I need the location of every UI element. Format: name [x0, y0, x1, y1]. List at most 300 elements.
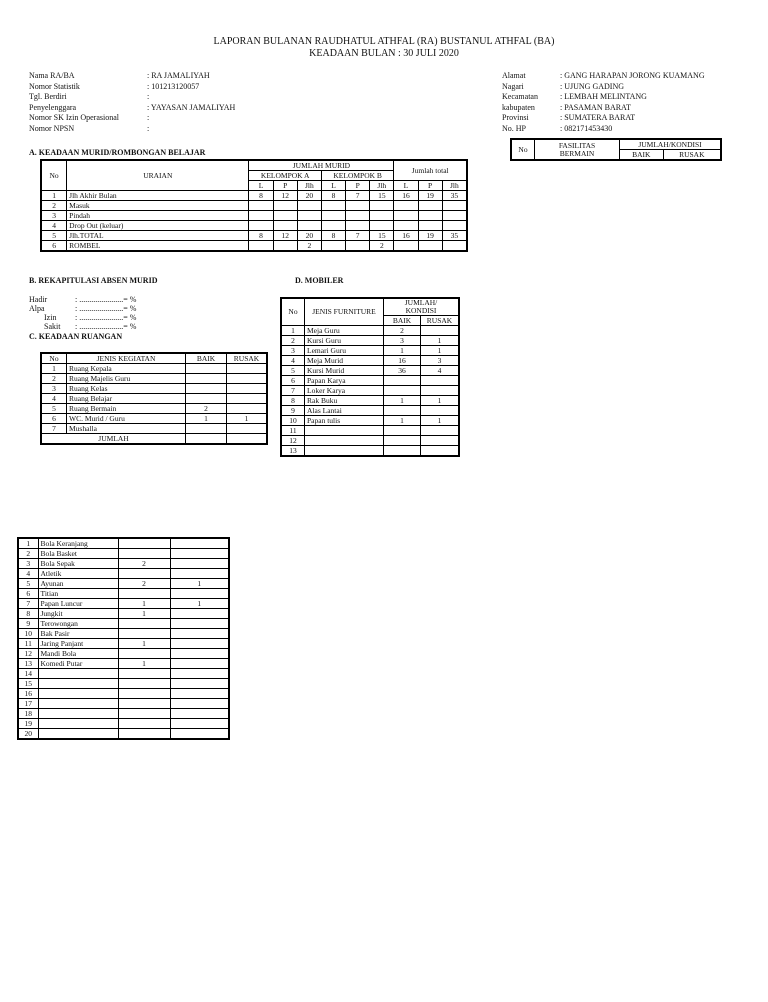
murid-value: [297, 211, 321, 221]
info-row: [29, 92, 235, 103]
murid-value: 7: [346, 191, 370, 201]
row-name: Jungkit: [38, 609, 118, 619]
mobiler-row: [281, 396, 459, 406]
kelompok-b-header: KELOMPOK B: [321, 171, 393, 181]
row-no: 10: [281, 416, 305, 426]
fasilitas-row: [18, 609, 229, 619]
murid-value: [394, 211, 418, 221]
ruangan-jumlah-baik: [186, 434, 227, 445]
row-name: Lemari Guru: [305, 346, 384, 356]
row-rusak: [170, 589, 229, 599]
row-rusak: [170, 679, 229, 689]
info-value: : RA JAMALIYAH: [147, 71, 210, 80]
row-no: 12: [18, 649, 38, 659]
murid-value: 20: [297, 191, 321, 201]
murid-value: 15: [370, 191, 394, 201]
ruangan-no-header: No: [41, 353, 67, 364]
row-name: Atletik: [38, 569, 118, 579]
row-rusak: 3: [421, 356, 460, 366]
row-no: 5: [41, 231, 67, 241]
fasilitas-row: [18, 659, 229, 669]
row-baik: [186, 364, 227, 374]
row-name: Papan tulis: [305, 416, 384, 426]
info-label: Nomor Statistik: [29, 81, 80, 91]
row-rusak: [170, 538, 229, 549]
row-name: [38, 719, 118, 729]
row-rusak: 1: [170, 579, 229, 589]
row-no: 6: [41, 414, 67, 424]
row-no: 8: [18, 609, 38, 619]
murid-subheader: P: [273, 181, 297, 191]
ruangan-row: [41, 384, 267, 394]
row-no: 11: [281, 426, 305, 436]
row-name: Jaring Panjant: [38, 639, 118, 649]
absen-value: : ......................= %: [75, 322, 137, 331]
info-value: :: [147, 113, 150, 122]
row-rusak: [170, 629, 229, 639]
row-name: Rak Buku: [305, 396, 384, 406]
row-no: 1: [18, 538, 38, 549]
section-a-title: A. KEADAAN MURID/ROMBONGAN BELAJAR: [29, 148, 206, 157]
murid-subheader: Jlh: [297, 181, 321, 191]
info-row: [502, 71, 705, 82]
row-baik: [384, 376, 421, 386]
row-baik: 2: [118, 559, 170, 569]
murid-value: 7: [346, 231, 370, 241]
row-rusak: [170, 609, 229, 619]
murid-value: 8: [249, 191, 273, 201]
row-no: 7: [41, 424, 67, 434]
row-rusak: [170, 719, 229, 729]
fasilitas-row: [18, 579, 229, 589]
murid-subheader: L: [394, 181, 418, 191]
school-info: [29, 71, 235, 134]
murid-value: [442, 201, 467, 211]
row-no: 3: [41, 211, 67, 221]
info-value: : LEMBAH MELINTANG: [560, 92, 647, 101]
row-name: Kursi Murid: [305, 366, 384, 376]
info-row: [29, 124, 235, 135]
info-value: : PASAMAN BARAT: [560, 102, 631, 112]
row-rusak: 4: [421, 366, 460, 376]
row-baik: [186, 374, 227, 384]
row-no: 11: [18, 639, 38, 649]
info-value: : UJUNG GADING: [560, 81, 624, 91]
murid-row: [41, 201, 467, 211]
row-name: Kursi Guru: [305, 336, 384, 346]
row-name: Masuk: [67, 201, 249, 211]
murid-value: [249, 241, 273, 252]
row-no: 3: [281, 346, 305, 356]
info-row: [29, 103, 235, 114]
row-rusak: [170, 729, 229, 740]
mobiler-rusak-header: RUSAK: [421, 316, 460, 326]
absen-value: : ......................= %: [75, 295, 137, 304]
row-rusak: [170, 709, 229, 719]
murid-value: [273, 221, 297, 231]
mobiler-baik-header: BAIK: [384, 316, 421, 326]
murid-value: 19: [418, 191, 442, 201]
murid-subheader: L: [249, 181, 273, 191]
murid-value: 2: [370, 241, 394, 252]
murid-value: [418, 221, 442, 231]
murid-value: [394, 241, 418, 252]
murid-value: 8: [249, 231, 273, 241]
info-value: :: [147, 123, 150, 133]
row-baik: [118, 689, 170, 699]
row-name: Bola Keranjang: [38, 538, 118, 549]
row-name: [38, 699, 118, 709]
row-name: [38, 729, 118, 740]
info-label: No. HP: [502, 123, 527, 133]
jumlah-total-header: Jumlah total: [394, 160, 467, 181]
row-no: 13: [281, 446, 305, 457]
info-label: Alamat: [502, 71, 526, 80]
info-label: Nomor NPSN: [29, 123, 75, 133]
murid-value: [442, 221, 467, 231]
info-row: [502, 103, 705, 114]
absen-value: : ......................= %: [75, 304, 137, 313]
murid-value: [321, 211, 345, 221]
row-baik: 1: [118, 599, 170, 609]
row-name: Mandi Bola: [38, 649, 118, 659]
row-no: 3: [18, 559, 38, 569]
mobiler-row: [281, 386, 459, 396]
murid-subheader: P: [346, 181, 370, 191]
row-rusak: [227, 384, 268, 394]
row-name: Meja Murid: [305, 356, 384, 366]
ruangan-baik-header: BAIK: [186, 353, 227, 364]
row-name: [38, 689, 118, 699]
row-no: 1: [281, 326, 305, 336]
mobiler-table: [280, 297, 460, 457]
ruangan-row: [41, 374, 267, 384]
fasilitas-baik-header: BAIK: [620, 150, 664, 161]
row-rusak: [170, 569, 229, 579]
row-name: Komedi Putar: [38, 659, 118, 669]
row-name: Ruang Belajar: [67, 394, 186, 404]
murid-value: [346, 201, 370, 211]
row-baik: [118, 538, 170, 549]
murid-uraian-header: URAIAN: [67, 160, 249, 191]
fasilitas-rusak-header: RUSAK: [663, 150, 721, 161]
murid-value: 35: [442, 191, 467, 201]
info-row: [29, 71, 235, 82]
row-rusak: [421, 376, 460, 386]
murid-value: [370, 211, 394, 221]
report-subtitle: KEADAAN BULAN : 30 JULI 2020: [309, 48, 459, 59]
row-baik: 1: [384, 416, 421, 426]
murid-value: [418, 241, 442, 252]
row-baik: [118, 649, 170, 659]
row-baik: 1: [118, 639, 170, 649]
row-baik: [384, 436, 421, 446]
row-baik: [186, 384, 227, 394]
row-no: 2: [18, 549, 38, 559]
murid-subheader: L: [321, 181, 345, 191]
row-baik: 1: [384, 396, 421, 406]
info-label: Nagari: [502, 81, 524, 91]
row-baik: [118, 709, 170, 719]
row-name: Titian: [38, 589, 118, 599]
absen-label: Izin: [44, 313, 57, 322]
murid-value: 8: [321, 231, 345, 241]
fasilitas-row: [18, 589, 229, 599]
ruangan-row: [41, 414, 267, 424]
row-no: 13: [18, 659, 38, 669]
fasilitas-col-header: FASILITAS BERMAIN: [535, 139, 620, 160]
fasilitas-row: [18, 699, 229, 709]
row-name: Alas Lantai: [305, 406, 384, 416]
mobiler-row: [281, 346, 459, 356]
ruangan-table: [40, 352, 268, 445]
row-no: 4: [281, 356, 305, 366]
row-no: 6: [281, 376, 305, 386]
murid-value: [370, 201, 394, 211]
fasilitas-row: [18, 549, 229, 559]
fasilitas-row: [18, 729, 229, 740]
murid-value: [273, 241, 297, 252]
row-no: 16: [18, 689, 38, 699]
row-rusak: 1: [421, 396, 460, 406]
row-name: [305, 446, 384, 457]
info-label: Nomor SK Izin Operasional: [29, 113, 119, 122]
row-baik: 3: [384, 336, 421, 346]
fasilitas-row: [18, 669, 229, 679]
row-baik: [118, 549, 170, 559]
row-baik: [118, 669, 170, 679]
fasilitas-row: [18, 559, 229, 569]
murid-row: [41, 191, 467, 201]
fasilitas-row: [18, 538, 229, 549]
mobiler-row: [281, 356, 459, 366]
mobiler-jenis-header: JENIS FURNITURE: [305, 298, 384, 326]
info-value: : 082171453430: [560, 123, 613, 133]
row-name: Papan Karya: [305, 376, 384, 386]
murid-value: [273, 201, 297, 211]
ruangan-row: [41, 364, 267, 374]
murid-value: [297, 201, 321, 211]
info-value: : YAYASAN JAMALIYAH: [147, 102, 236, 112]
ruangan-row: [41, 404, 267, 414]
row-rusak: [227, 374, 268, 384]
absen-row: [29, 322, 136, 331]
row-name: [38, 669, 118, 679]
row-baik: [118, 629, 170, 639]
row-no: 1: [41, 364, 67, 374]
murid-value: 8: [321, 191, 345, 201]
murid-value: [442, 241, 467, 252]
row-baik: [118, 699, 170, 709]
murid-value: [394, 201, 418, 211]
murid-value: [418, 211, 442, 221]
row-rusak: 1: [227, 414, 268, 424]
row-name: Ruang Majelis Guru: [67, 374, 186, 384]
row-rusak: [170, 689, 229, 699]
row-baik: 2: [186, 404, 227, 414]
fasilitas-row: [18, 709, 229, 719]
absen-list: [29, 295, 136, 331]
murid-row: [41, 231, 467, 241]
row-baik: 1: [384, 346, 421, 356]
absen-row: [29, 295, 136, 304]
murid-subheader: Jlh: [442, 181, 467, 191]
row-no: 5: [281, 366, 305, 376]
info-row: [29, 82, 235, 93]
row-no: 20: [18, 729, 38, 740]
row-no: 14: [18, 669, 38, 679]
absen-row: [29, 304, 136, 313]
fasilitas-row: [18, 629, 229, 639]
row-name: Bak Pasir: [38, 629, 118, 639]
info-label: Provinsi: [502, 113, 529, 122]
mobiler-row: [281, 416, 459, 426]
fasilitas-jumlah-header: JUMLAH/KONDISI: [620, 139, 722, 150]
row-rusak: [227, 364, 268, 374]
row-baik: 16: [384, 356, 421, 366]
murid-value: [418, 201, 442, 211]
row-baik: 1: [118, 609, 170, 619]
murid-value: [297, 221, 321, 231]
fasilitas-row: [18, 639, 229, 649]
row-name: Ruang Kepala: [67, 364, 186, 374]
row-no: 5: [18, 579, 38, 589]
info-value: : 101213120057: [147, 81, 200, 91]
row-rusak: [421, 326, 460, 336]
murid-value: 15: [370, 231, 394, 241]
fasilitas-no-header: No: [511, 139, 535, 160]
row-rusak: [227, 394, 268, 404]
row-name: ROMBEL: [67, 241, 249, 252]
row-name: Terowongan: [38, 619, 118, 629]
murid-value: [346, 221, 370, 231]
jumlah-murid-header: JUMLAH MURID: [249, 160, 394, 171]
row-rusak: [170, 649, 229, 659]
info-value: : GANG HARAPAN JORONG KUAMANG: [560, 71, 705, 80]
row-no: 2: [41, 374, 67, 384]
ruangan-row: [41, 424, 267, 434]
row-name: Papan Luncur: [38, 599, 118, 609]
murid-value: [249, 211, 273, 221]
fasilitas-header-table: [510, 138, 722, 161]
row-no: 10: [18, 629, 38, 639]
info-row: [29, 113, 235, 124]
fasilitas-row: [18, 649, 229, 659]
section-c-title: C. KEADAAN RUANGAN: [29, 332, 123, 341]
row-baik: 1: [186, 414, 227, 424]
row-rusak: [421, 406, 460, 416]
row-baik: [384, 426, 421, 436]
row-no: 1: [41, 191, 67, 201]
row-name: [38, 679, 118, 689]
murid-value: 16: [394, 191, 418, 201]
murid-subheader: Jlh: [370, 181, 394, 191]
murid-value: 19: [418, 231, 442, 241]
row-no: 4: [18, 569, 38, 579]
murid-value: [346, 241, 370, 252]
row-no: 6: [41, 241, 67, 252]
row-name: Ruang Kelas: [67, 384, 186, 394]
absen-label: Alpa: [29, 304, 45, 313]
info-row: [502, 92, 705, 103]
section-b-title: B. REKAPITULASI ABSEN MURID: [29, 276, 158, 285]
row-name: [38, 709, 118, 719]
murid-no-header: No: [41, 160, 67, 191]
fasilitas-table: [17, 537, 230, 740]
row-baik: [384, 406, 421, 416]
murid-value: [394, 221, 418, 231]
row-rusak: [227, 404, 268, 414]
row-name: Drop Out (keluar): [67, 221, 249, 231]
murid-value: [273, 211, 297, 221]
info-value: :: [147, 92, 150, 101]
info-label: Tgl. Berdiri: [29, 92, 67, 101]
row-baik: [186, 394, 227, 404]
row-name: Bola Sepak: [38, 559, 118, 569]
murid-value: 2: [297, 241, 321, 252]
row-baik: 2: [384, 326, 421, 336]
row-name: Mushalla: [67, 424, 186, 434]
row-no: 4: [41, 221, 67, 231]
row-name: Loker Karya: [305, 386, 384, 396]
mobiler-row: [281, 446, 459, 457]
murid-value: [249, 221, 273, 231]
row-rusak: [170, 699, 229, 709]
row-name: Jlh Akhir Bulan: [67, 191, 249, 201]
row-name: Bola Basket: [38, 549, 118, 559]
murid-value: 12: [273, 231, 297, 241]
info-label: Nama RA/BA: [29, 71, 75, 80]
row-name: Pindah: [67, 211, 249, 221]
info-label: kabupaten: [502, 102, 535, 112]
info-label: Penyelenggara: [29, 102, 77, 112]
mobiler-row: [281, 426, 459, 436]
mobiler-jumlah-header: JUMLAH/ KONDISI: [384, 298, 460, 316]
murid-value: [346, 211, 370, 221]
row-rusak: [421, 446, 460, 457]
row-baik: [384, 386, 421, 396]
row-no: 19: [18, 719, 38, 729]
row-no: 9: [18, 619, 38, 629]
row-no: 18: [18, 709, 38, 719]
row-no: 15: [18, 679, 38, 689]
row-name: Ruang Bermain: [67, 404, 186, 414]
fasilitas-row: [18, 689, 229, 699]
ruangan-rusak-header: RUSAK: [227, 353, 268, 364]
row-no: 2: [41, 201, 67, 211]
absen-row: [29, 313, 136, 322]
info-row: [502, 82, 705, 93]
murid-row: [41, 211, 467, 221]
report-title: LAPORAN BULANAN RAUDHATUL ATHFAL (RA) BUSTANUL ATHFAL (BA): [213, 36, 555, 47]
row-no: 9: [281, 406, 305, 416]
row-no: 3: [41, 384, 67, 394]
mobiler-row: [281, 436, 459, 446]
fasilitas-row: [18, 619, 229, 629]
row-no: 8: [281, 396, 305, 406]
murid-value: 35: [442, 231, 467, 241]
row-rusak: [170, 559, 229, 569]
fasilitas-row: [18, 599, 229, 609]
row-no: 7: [18, 599, 38, 609]
mobiler-row: [281, 366, 459, 376]
address-info: [502, 71, 705, 134]
row-name: [305, 426, 384, 436]
mobiler-no-header: No: [281, 298, 305, 326]
row-no: 17: [18, 699, 38, 709]
row-rusak: [170, 639, 229, 649]
mobiler-row: [281, 376, 459, 386]
